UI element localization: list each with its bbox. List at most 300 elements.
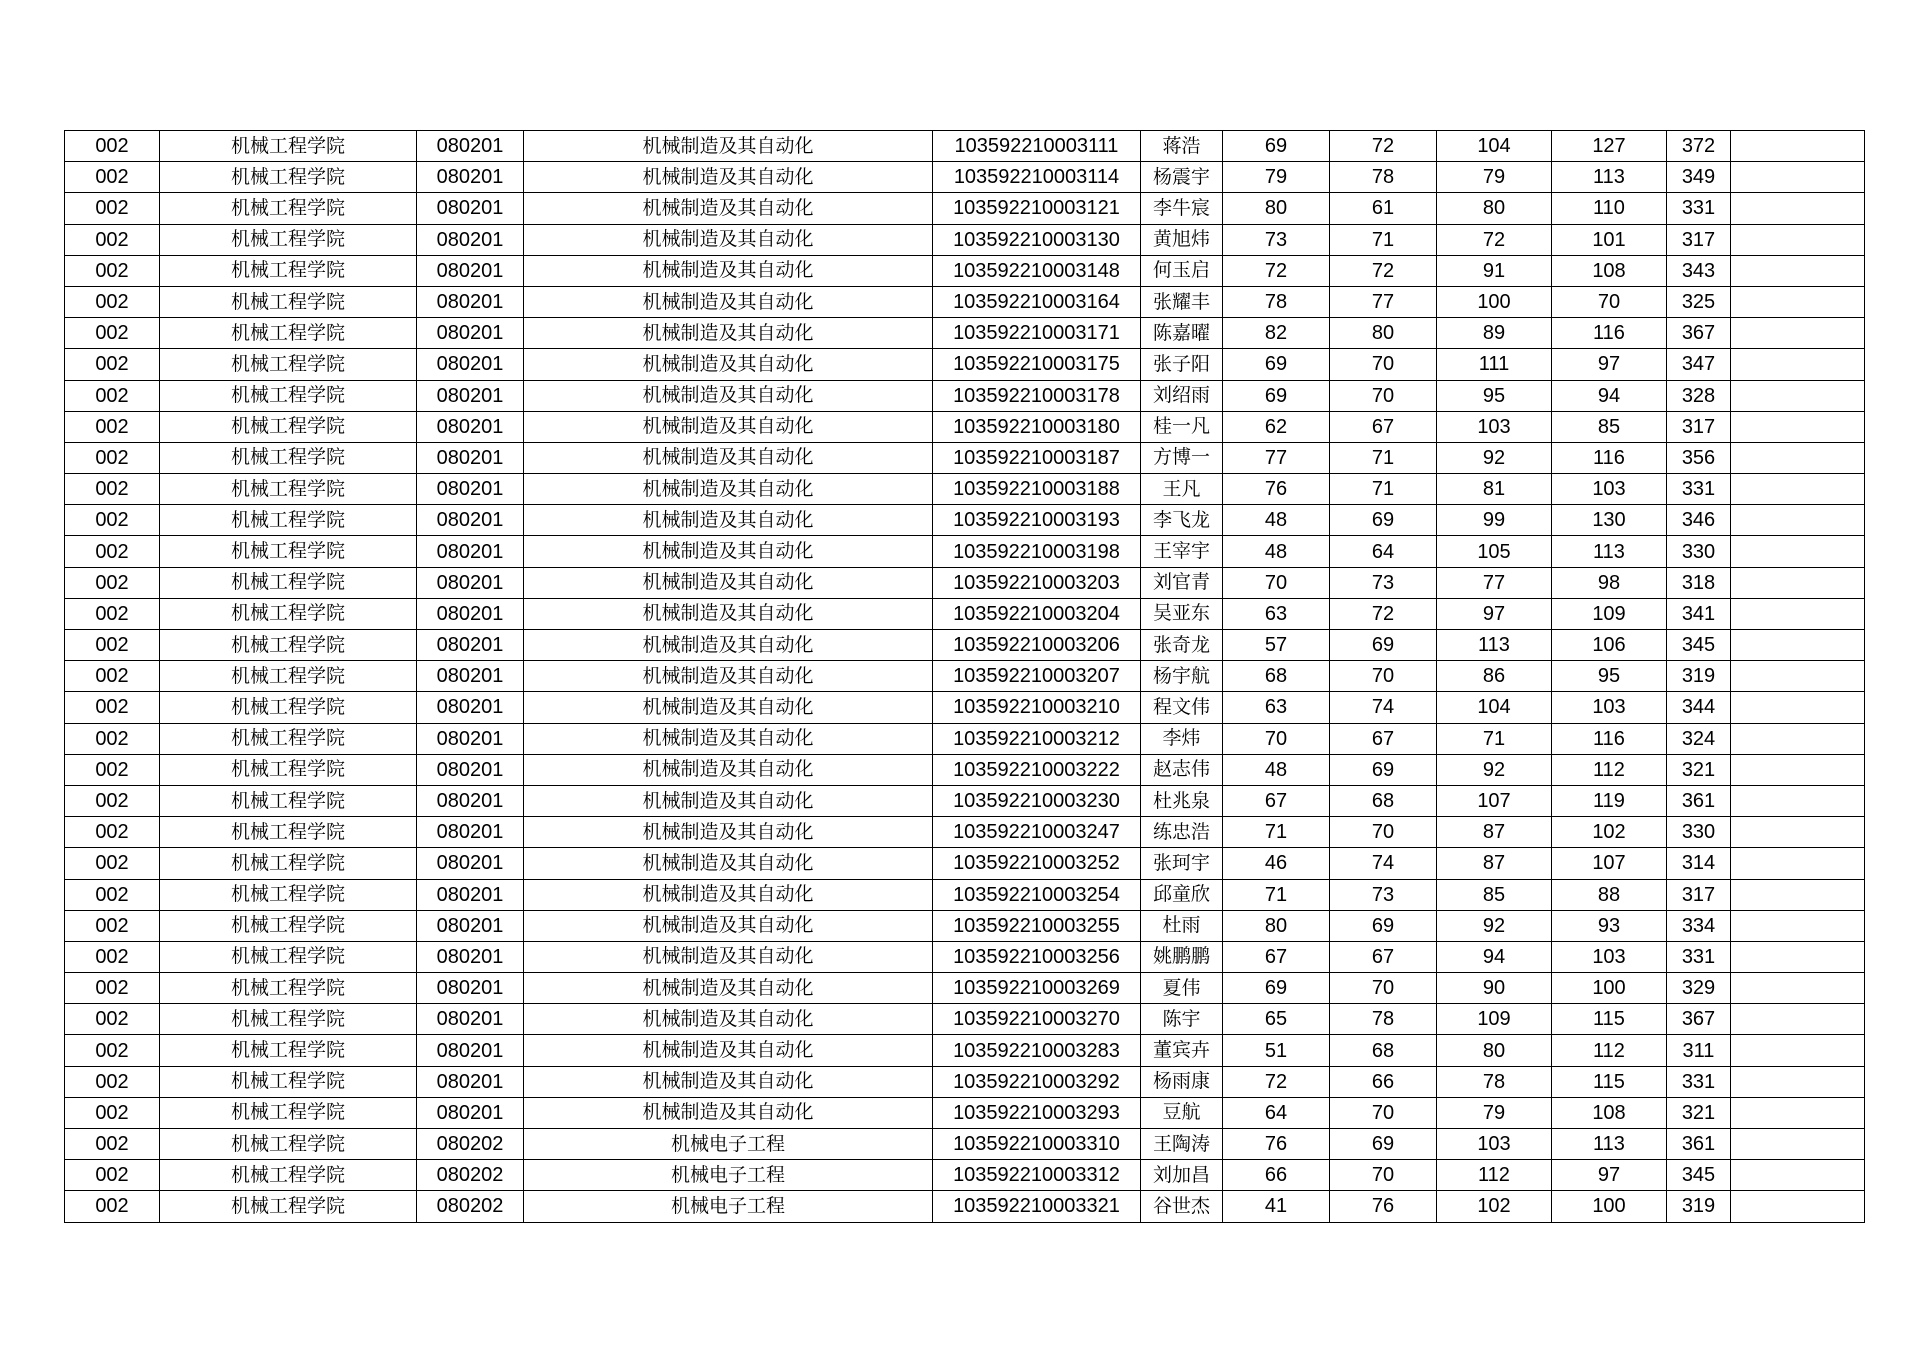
score-2-cell: 70 (1330, 380, 1437, 411)
score-3-cell: 87 (1437, 817, 1552, 848)
total-score-cell: 317 (1667, 879, 1731, 910)
score-4-cell: 116 (1552, 723, 1667, 754)
score-4-cell: 100 (1552, 973, 1667, 1004)
major-name-cell: 机械制造及其自动化 (524, 442, 933, 473)
score-1-cell: 73 (1223, 224, 1330, 255)
candidate-id-cell: 103592210003111 (933, 131, 1141, 162)
table-row (65, 910, 1865, 941)
score-4-cell: 115 (1552, 1066, 1667, 1097)
table-row (65, 1160, 1865, 1191)
table-row (65, 349, 1865, 380)
candidate-name-cell: 王宰宇 (1141, 536, 1223, 567)
score-4-cell: 127 (1552, 131, 1667, 162)
major-code-cell: 080202 (417, 1160, 524, 1191)
score-3-cell: 72 (1437, 224, 1552, 255)
table-row (65, 318, 1865, 349)
score-4-cell: 119 (1552, 785, 1667, 816)
major-name-cell: 机械制造及其自动化 (524, 941, 933, 972)
score-1-cell: 48 (1223, 754, 1330, 785)
score-3-cell: 112 (1437, 1160, 1552, 1191)
score-4-cell: 97 (1552, 349, 1667, 380)
score-3-cell: 111 (1437, 349, 1552, 380)
score-3-cell: 94 (1437, 941, 1552, 972)
score-2-cell: 70 (1330, 973, 1437, 1004)
candidate-name-cell: 赵志伟 (1141, 754, 1223, 785)
major-name-cell: 机械制造及其自动化 (524, 973, 933, 1004)
remark-cell (1731, 318, 1865, 349)
candidate-id-cell: 103592210003171 (933, 318, 1141, 349)
college-code-cell: 002 (65, 910, 160, 941)
college-name-cell: 机械工程学院 (160, 630, 417, 661)
candidate-id-cell: 103592210003187 (933, 442, 1141, 473)
table-row (65, 1097, 1865, 1128)
score-4-cell: 112 (1552, 754, 1667, 785)
college-code-cell: 002 (65, 318, 160, 349)
score-2-cell: 72 (1330, 598, 1437, 629)
candidate-name-cell: 杜雨 (1141, 910, 1223, 941)
candidate-id-cell: 103592210003283 (933, 1035, 1141, 1066)
score-2-cell: 74 (1330, 692, 1437, 723)
total-score-cell: 347 (1667, 349, 1731, 380)
major-code-cell: 080201 (417, 162, 524, 193)
college-code-cell: 002 (65, 879, 160, 910)
score-2-cell: 74 (1330, 848, 1437, 879)
score-1-cell: 67 (1223, 785, 1330, 816)
score-2-cell: 73 (1330, 879, 1437, 910)
total-score-cell: 331 (1667, 1066, 1731, 1097)
candidate-id-cell: 103592210003148 (933, 255, 1141, 286)
candidate-name-cell: 李炜 (1141, 723, 1223, 754)
college-code-cell: 002 (65, 723, 160, 754)
table-row (65, 785, 1865, 816)
major-code-cell: 080201 (417, 598, 524, 629)
score-4-cell: 113 (1552, 536, 1667, 567)
major-name-cell: 机械制造及其自动化 (524, 286, 933, 317)
score-4-cell: 97 (1552, 1160, 1667, 1191)
total-score-cell: 349 (1667, 162, 1731, 193)
score-1-cell: 77 (1223, 442, 1330, 473)
total-score-cell: 330 (1667, 536, 1731, 567)
college-name-cell: 机械工程学院 (160, 224, 417, 255)
table-row (65, 1035, 1865, 1066)
score-4-cell: 113 (1552, 162, 1667, 193)
table-row (65, 224, 1865, 255)
college-code-cell: 002 (65, 754, 160, 785)
college-code-cell: 002 (65, 442, 160, 473)
score-1-cell: 79 (1223, 162, 1330, 193)
college-name-cell: 机械工程学院 (160, 1004, 417, 1035)
score-3-cell: 97 (1437, 598, 1552, 629)
total-score-cell: 324 (1667, 723, 1731, 754)
major-code-cell: 080201 (417, 505, 524, 536)
score-2-cell: 64 (1330, 536, 1437, 567)
major-code-cell: 080201 (417, 754, 524, 785)
candidate-id-cell: 103592210003204 (933, 598, 1141, 629)
score-3-cell: 81 (1437, 474, 1552, 505)
major-name-cell: 机械制造及其自动化 (524, 349, 933, 380)
table-row (65, 162, 1865, 193)
total-score-cell: 367 (1667, 1004, 1731, 1035)
candidate-name-cell: 李飞龙 (1141, 505, 1223, 536)
major-code-cell: 080201 (417, 630, 524, 661)
table-row (65, 598, 1865, 629)
score-1-cell: 63 (1223, 692, 1330, 723)
score-3-cell: 95 (1437, 380, 1552, 411)
college-name-cell: 机械工程学院 (160, 286, 417, 317)
candidate-name-cell: 杜兆泉 (1141, 785, 1223, 816)
college-code-cell: 002 (65, 1004, 160, 1035)
college-name-cell: 机械工程学院 (160, 349, 417, 380)
candidate-id-cell: 103592210003222 (933, 754, 1141, 785)
candidate-id-cell: 103592210003164 (933, 286, 1141, 317)
score-4-cell: 94 (1552, 380, 1667, 411)
college-code-cell: 002 (65, 1129, 160, 1160)
total-score-cell: 311 (1667, 1035, 1731, 1066)
major-name-cell: 机械制造及其自动化 (524, 630, 933, 661)
remark-cell (1731, 973, 1865, 1004)
remark-cell (1731, 941, 1865, 972)
score-2-cell: 72 (1330, 131, 1437, 162)
college-name-cell: 机械工程学院 (160, 817, 417, 848)
table-row (65, 255, 1865, 286)
candidate-id-cell: 103592210003188 (933, 474, 1141, 505)
score-4-cell: 98 (1552, 567, 1667, 598)
candidate-id-cell: 103592210003310 (933, 1129, 1141, 1160)
major-code-cell: 080201 (417, 848, 524, 879)
score-2-cell: 69 (1330, 630, 1437, 661)
score-3-cell: 87 (1437, 848, 1552, 879)
remark-cell (1731, 1066, 1865, 1097)
total-score-cell: 346 (1667, 505, 1731, 536)
major-code-cell: 080201 (417, 692, 524, 723)
major-name-cell: 机械制造及其自动化 (524, 785, 933, 816)
remark-cell (1731, 1160, 1865, 1191)
major-code-cell: 080201 (417, 224, 524, 255)
score-1-cell: 51 (1223, 1035, 1330, 1066)
score-1-cell: 71 (1223, 817, 1330, 848)
candidate-id-cell: 103592210003269 (933, 973, 1141, 1004)
major-name-cell: 机械制造及其自动化 (524, 1004, 933, 1035)
score-3-cell: 104 (1437, 692, 1552, 723)
score-4-cell: 88 (1552, 879, 1667, 910)
score-2-cell: 71 (1330, 442, 1437, 473)
remark-cell (1731, 754, 1865, 785)
candidate-id-cell: 103592210003175 (933, 349, 1141, 380)
total-score-cell: 343 (1667, 255, 1731, 286)
table-row (65, 505, 1865, 536)
score-3-cell: 91 (1437, 255, 1552, 286)
major-code-cell: 080201 (417, 941, 524, 972)
score-4-cell: 115 (1552, 1004, 1667, 1035)
college-name-cell: 机械工程学院 (160, 879, 417, 910)
score-3-cell: 107 (1437, 785, 1552, 816)
score-2-cell: 72 (1330, 255, 1437, 286)
score-3-cell: 113 (1437, 630, 1552, 661)
total-score-cell: 372 (1667, 131, 1731, 162)
score-3-cell: 105 (1437, 536, 1552, 567)
score-2-cell: 61 (1330, 193, 1437, 224)
college-name-cell: 机械工程学院 (160, 505, 417, 536)
remark-cell (1731, 380, 1865, 411)
remark-cell (1731, 723, 1865, 754)
remark-cell (1731, 1035, 1865, 1066)
major-code-cell: 080201 (417, 910, 524, 941)
remark-cell (1731, 474, 1865, 505)
total-score-cell: 331 (1667, 941, 1731, 972)
score-1-cell: 80 (1223, 910, 1330, 941)
remark-cell (1731, 879, 1865, 910)
score-2-cell: 66 (1330, 1066, 1437, 1097)
score-3-cell: 89 (1437, 318, 1552, 349)
score-3-cell: 92 (1437, 910, 1552, 941)
remark-cell (1731, 1004, 1865, 1035)
college-name-cell: 机械工程学院 (160, 848, 417, 879)
total-score-cell: 341 (1667, 598, 1731, 629)
table-row (65, 286, 1865, 317)
major-code-cell: 080201 (417, 1097, 524, 1128)
major-code-cell: 080202 (417, 1191, 524, 1222)
major-name-cell: 机械制造及其自动化 (524, 193, 933, 224)
remark-cell (1731, 785, 1865, 816)
score-1-cell: 82 (1223, 318, 1330, 349)
score-4-cell: 70 (1552, 286, 1667, 317)
score-4-cell: 110 (1552, 193, 1667, 224)
major-name-cell: 机械电子工程 (524, 1191, 933, 1222)
score-1-cell: 80 (1223, 193, 1330, 224)
score-2-cell: 67 (1330, 941, 1437, 972)
table-row (65, 692, 1865, 723)
major-name-cell: 机械制造及其自动化 (524, 318, 933, 349)
candidate-name-cell: 刘官青 (1141, 567, 1223, 598)
score-1-cell: 70 (1223, 567, 1330, 598)
score-4-cell: 101 (1552, 224, 1667, 255)
college-name-cell: 机械工程学院 (160, 692, 417, 723)
major-code-cell: 080201 (417, 785, 524, 816)
major-code-cell: 080201 (417, 1004, 524, 1035)
score-1-cell: 68 (1223, 661, 1330, 692)
score-3-cell: 100 (1437, 286, 1552, 317)
score-4-cell: 85 (1552, 411, 1667, 442)
major-code-cell: 080201 (417, 536, 524, 567)
major-code-cell: 080201 (417, 349, 524, 380)
score-4-cell: 107 (1552, 848, 1667, 879)
college-name-cell: 机械工程学院 (160, 973, 417, 1004)
remark-cell (1731, 536, 1865, 567)
college-name-cell: 机械工程学院 (160, 1129, 417, 1160)
college-code-cell: 002 (65, 286, 160, 317)
candidate-name-cell: 谷世杰 (1141, 1191, 1223, 1222)
score-2-cell: 67 (1330, 723, 1437, 754)
major-name-cell: 机械制造及其自动化 (524, 567, 933, 598)
college-code-cell: 002 (65, 848, 160, 879)
college-code-cell: 002 (65, 411, 160, 442)
candidate-name-cell: 陈嘉曜 (1141, 318, 1223, 349)
college-name-cell: 机械工程学院 (160, 442, 417, 473)
score-2-cell: 70 (1330, 661, 1437, 692)
score-1-cell: 66 (1223, 1160, 1330, 1191)
college-name-cell: 机械工程学院 (160, 255, 417, 286)
college-code-cell: 002 (65, 598, 160, 629)
score-2-cell: 68 (1330, 785, 1437, 816)
table-row (65, 754, 1865, 785)
major-name-cell: 机械制造及其自动化 (524, 411, 933, 442)
candidate-name-cell: 张耀丰 (1141, 286, 1223, 317)
major-code-cell: 080201 (417, 879, 524, 910)
major-code-cell: 080201 (417, 411, 524, 442)
total-score-cell: 328 (1667, 380, 1731, 411)
major-name-cell: 机械制造及其自动化 (524, 598, 933, 629)
candidate-id-cell: 103592210003178 (933, 380, 1141, 411)
candidate-id-cell: 103592210003206 (933, 630, 1141, 661)
score-2-cell: 70 (1330, 349, 1437, 380)
remark-cell (1731, 598, 1865, 629)
remark-cell (1731, 661, 1865, 692)
major-code-cell: 080201 (417, 442, 524, 473)
candidate-name-cell: 王凡 (1141, 474, 1223, 505)
candidate-id-cell: 103592210003121 (933, 193, 1141, 224)
table-row (65, 567, 1865, 598)
candidate-name-cell: 何玉启 (1141, 255, 1223, 286)
score-2-cell: 73 (1330, 567, 1437, 598)
college-name-cell: 机械工程学院 (160, 536, 417, 567)
remark-cell (1731, 817, 1865, 848)
candidate-id-cell: 103592210003255 (933, 910, 1141, 941)
major-code-cell: 080201 (417, 567, 524, 598)
college-name-cell: 机械工程学院 (160, 941, 417, 972)
college-name-cell: 机械工程学院 (160, 411, 417, 442)
remark-cell (1731, 505, 1865, 536)
score-2-cell: 69 (1330, 754, 1437, 785)
total-score-cell: 334 (1667, 910, 1731, 941)
score-2-cell: 80 (1330, 318, 1437, 349)
candidate-name-cell: 杨宇航 (1141, 661, 1223, 692)
remark-cell (1731, 910, 1865, 941)
college-name-cell: 机械工程学院 (160, 1191, 417, 1222)
remark-cell (1731, 1097, 1865, 1128)
college-code-cell: 002 (65, 630, 160, 661)
college-name-cell: 机械工程学院 (160, 910, 417, 941)
remark-cell (1731, 193, 1865, 224)
table-row (65, 536, 1865, 567)
score-3-cell: 80 (1437, 193, 1552, 224)
remark-cell (1731, 1129, 1865, 1160)
score-4-cell: 108 (1552, 1097, 1667, 1128)
score-4-cell: 106 (1552, 630, 1667, 661)
college-code-cell: 002 (65, 505, 160, 536)
major-name-cell: 机械制造及其自动化 (524, 224, 933, 255)
total-score-cell: 319 (1667, 1191, 1731, 1222)
score-1-cell: 46 (1223, 848, 1330, 879)
score-1-cell: 57 (1223, 630, 1330, 661)
score-1-cell: 63 (1223, 598, 1330, 629)
major-code-cell: 080201 (417, 255, 524, 286)
score-3-cell: 92 (1437, 442, 1552, 473)
total-score-cell: 361 (1667, 785, 1731, 816)
candidate-id-cell: 103592210003256 (933, 941, 1141, 972)
college-code-cell: 002 (65, 474, 160, 505)
total-score-cell: 356 (1667, 442, 1731, 473)
candidate-id-cell: 103592210003210 (933, 692, 1141, 723)
candidate-id-cell: 103592210003193 (933, 505, 1141, 536)
score-2-cell: 70 (1330, 817, 1437, 848)
score-3-cell: 103 (1437, 1129, 1552, 1160)
candidate-name-cell: 方博一 (1141, 442, 1223, 473)
table-row (65, 973, 1865, 1004)
college-code-cell: 002 (65, 1191, 160, 1222)
candidate-name-cell: 邱童欣 (1141, 879, 1223, 910)
score-3-cell: 71 (1437, 723, 1552, 754)
major-name-cell: 机械制造及其自动化 (524, 879, 933, 910)
score-4-cell: 108 (1552, 255, 1667, 286)
score-1-cell: 76 (1223, 474, 1330, 505)
score-3-cell: 99 (1437, 505, 1552, 536)
score-1-cell: 72 (1223, 1066, 1330, 1097)
major-code-cell: 080201 (417, 973, 524, 1004)
remark-cell (1731, 255, 1865, 286)
score-4-cell: 103 (1552, 692, 1667, 723)
college-name-cell: 机械工程学院 (160, 193, 417, 224)
college-name-cell: 机械工程学院 (160, 1160, 417, 1191)
major-code-cell: 080201 (417, 131, 524, 162)
college-name-cell: 机械工程学院 (160, 474, 417, 505)
table-row (65, 848, 1865, 879)
score-4-cell: 116 (1552, 318, 1667, 349)
college-code-cell: 002 (65, 1160, 160, 1191)
total-score-cell: 325 (1667, 286, 1731, 317)
score-4-cell: 116 (1552, 442, 1667, 473)
candidate-name-cell: 刘绍雨 (1141, 380, 1223, 411)
college-code-cell: 002 (65, 661, 160, 692)
major-code-cell: 080201 (417, 723, 524, 754)
candidate-name-cell: 豆航 (1141, 1097, 1223, 1128)
candidate-name-cell: 吴亚东 (1141, 598, 1223, 629)
total-score-cell: 331 (1667, 193, 1731, 224)
candidate-name-cell: 夏伟 (1141, 973, 1223, 1004)
candidate-id-cell: 103592210003212 (933, 723, 1141, 754)
candidate-id-cell: 103592210003180 (933, 411, 1141, 442)
table-row (65, 630, 1865, 661)
college-code-cell: 002 (65, 973, 160, 1004)
score-1-cell: 76 (1223, 1129, 1330, 1160)
college-code-cell: 002 (65, 349, 160, 380)
score-2-cell: 77 (1330, 286, 1437, 317)
remark-cell (1731, 567, 1865, 598)
score-2-cell: 69 (1330, 910, 1437, 941)
major-name-cell: 机械制造及其自动化 (524, 1066, 933, 1097)
candidate-id-cell: 103592210003293 (933, 1097, 1141, 1128)
candidate-name-cell: 练忠浩 (1141, 817, 1223, 848)
table-row (65, 442, 1865, 473)
candidate-name-cell: 杨雨康 (1141, 1066, 1223, 1097)
total-score-cell: 345 (1667, 1160, 1731, 1191)
score-3-cell: 80 (1437, 1035, 1552, 1066)
remark-cell (1731, 349, 1865, 380)
total-score-cell: 361 (1667, 1129, 1731, 1160)
score-4-cell: 95 (1552, 661, 1667, 692)
college-code-cell: 002 (65, 692, 160, 723)
candidate-id-cell: 103592210003252 (933, 848, 1141, 879)
candidate-id-cell: 103592210003321 (933, 1191, 1141, 1222)
candidate-id-cell: 103592210003292 (933, 1066, 1141, 1097)
college-code-cell: 002 (65, 817, 160, 848)
major-name-cell: 机械制造及其自动化 (524, 474, 933, 505)
major-name-cell: 机械制造及其自动化 (524, 754, 933, 785)
score-2-cell: 67 (1330, 411, 1437, 442)
score-4-cell: 100 (1552, 1191, 1667, 1222)
total-score-cell: 314 (1667, 848, 1731, 879)
total-score-cell: 345 (1667, 630, 1731, 661)
total-score-cell: 318 (1667, 567, 1731, 598)
